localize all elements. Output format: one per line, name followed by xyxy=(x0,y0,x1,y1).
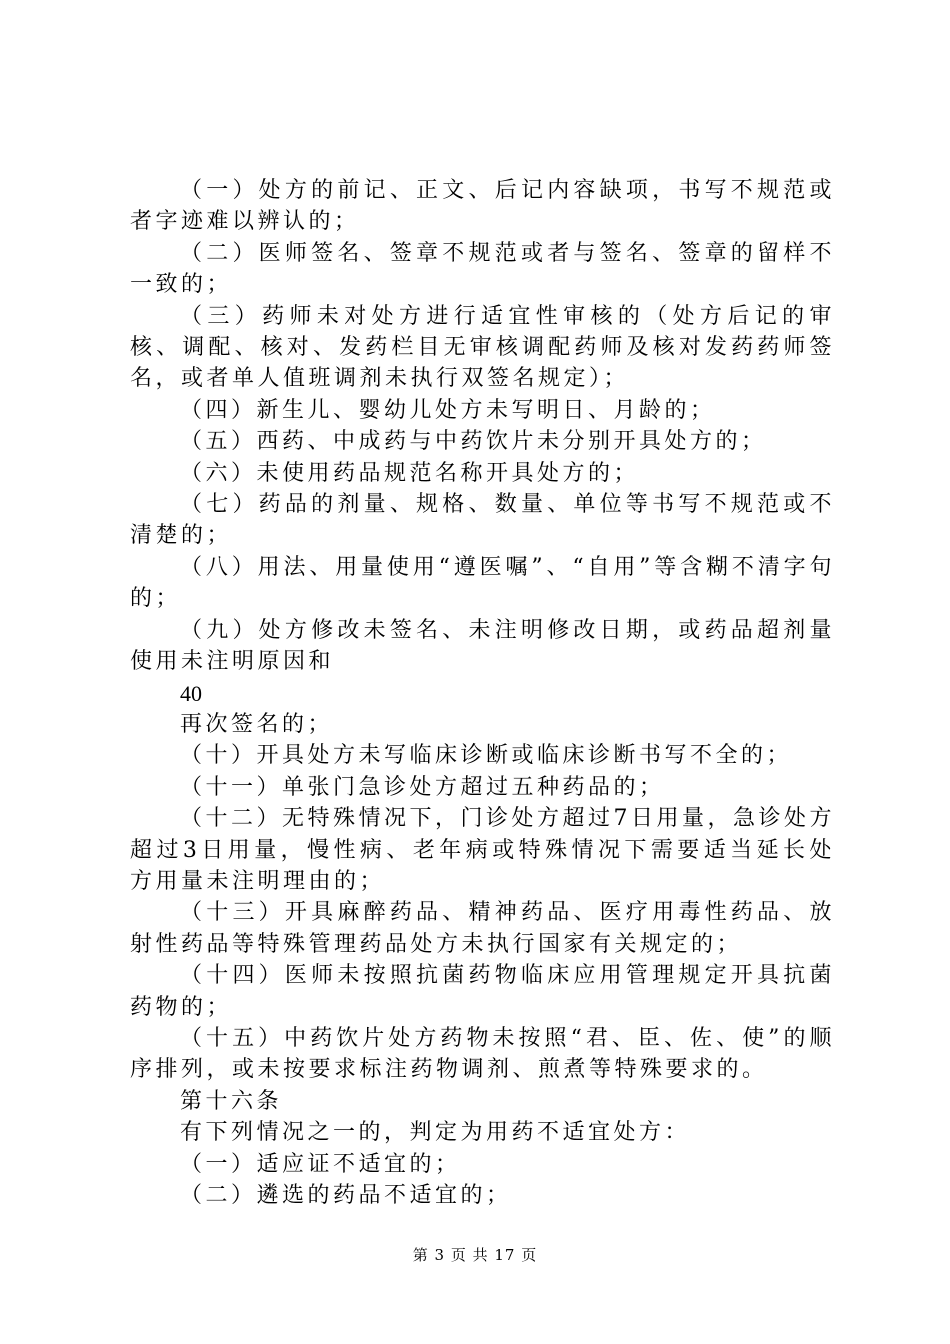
paragraph-item-2: （二）医师签名、签章不规范或者与签名、签章的留样不一致的； xyxy=(130,240,835,298)
paragraph-item-5: （五）西药、中成药与中药饮片未分别开具处方的； xyxy=(180,429,767,455)
paragraph-item-7: （七）药品的剂量、规格、数量、单位等书写不规范或不清楚的； xyxy=(130,492,835,549)
page-footer: 第 3 页 共 17 页 xyxy=(412,1246,538,1264)
paragraph-subitem-2: （二）遴选的药品不适宜的； xyxy=(180,1183,512,1208)
paragraph-item-12: （十二）无特殊情况下，门诊处方超过7日用量，急诊处方超过3日用量，慢性病、老年病或特殊情况下需要适当延长处方用量未注明理由的； xyxy=(130,806,835,894)
paragraph-item-10: （十）开具处方未写临床诊断或临床诊断书写不全的； xyxy=(180,743,793,769)
paragraph-item-9: （九）处方修改未签名、未注明修改日期，或药品超剂量使用未注明原因和 xyxy=(130,617,835,675)
paragraph-item-3: （三）药师未对处方进行适宜性审核的（处方后记的审核、调配、核对、发药栏目无审核调配药师及核对发药药师签名，或者单人值班调剂未执行双签名规定）； xyxy=(130,303,835,392)
paragraph-continuation: 再次签名的； xyxy=(180,711,334,737)
article-intro: 有下列情况之一的，判定为用药不适宜处方： xyxy=(180,1120,691,1146)
paragraph-item-8: （八）用法、用量使用“遵医嘱”、“自用”等含糊不清字句的； xyxy=(130,554,835,612)
paragraph-item-14: （十四）医师未按照抗菌药物临床应用管理规定开具抗菌药物的； xyxy=(130,963,835,1020)
paragraph-subitem-1: （一）适应证不适宜的； xyxy=(180,1151,461,1177)
paragraph-item-13: （十三）开具麻醉药品、精神药品、医疗用毒性药品、放射性药品等特殊管理药品处方未执行国家有关规定的； xyxy=(130,900,835,957)
document-body xyxy=(130,175,835,1211)
inline-page-number: 40 xyxy=(180,680,202,706)
paragraph-item-15: （十五）中药饮片处方药物未按照“君、臣、佐、使”的顺序排列，或未按要求标注药物调剂、煎煮等特殊要求的。 xyxy=(130,1025,835,1083)
paragraph-item-6: （六）未使用药品规范名称开具处方的； xyxy=(180,460,640,486)
paragraph-item-4: （四）新生儿、婴幼儿处方未写明日、月龄的； xyxy=(180,397,716,423)
paragraph-item-1: （一）处方的前记、正文、后记内容缺项，书写不规范或者字迹难以辨认的； xyxy=(130,178,835,235)
paragraph-item-11: （十一）单张门急诊处方超过五种药品的； xyxy=(180,774,665,800)
article-heading: 第十六条 xyxy=(180,1088,283,1114)
